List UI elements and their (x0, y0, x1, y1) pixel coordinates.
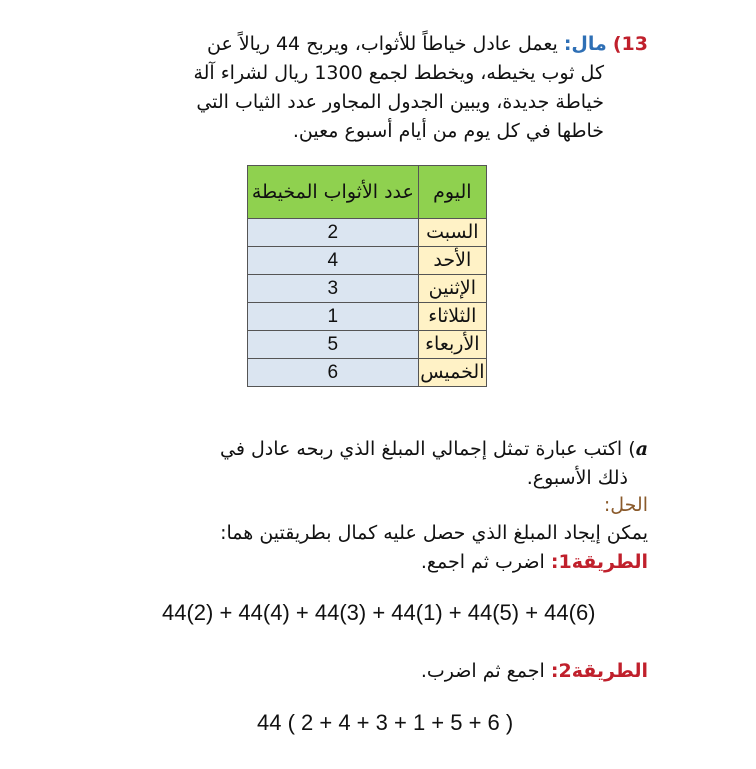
table-row (248, 359, 487, 387)
method-2-label: الطريقة2: (550, 660, 648, 682)
part-a-question: a) اكتب عبارة تمثل إجمالي المبلغ الذي ربحه عادل في ذلك الأسبوع. (88, 435, 648, 493)
question-line-3: خياطة جديدة، ويبين الجدول المجاور عدد الثياب التي (196, 91, 604, 113)
method-1-text: اضرب ثم اجمع. (420, 551, 551, 573)
part-a-line-2: ذلك الأسبوع. (526, 467, 628, 489)
expression-2: 44 ( 2 + 4 + 3 + 1 + 5 + 6 ) (257, 710, 514, 735)
count-cell: 3 (248, 275, 419, 303)
table-row (248, 275, 487, 303)
day-cell: الخميس (418, 359, 486, 387)
table-row (248, 303, 487, 331)
table-row (248, 219, 487, 247)
question-line-4: خاطها في كل يوم من أيام أسبوع معين. (292, 120, 604, 142)
solution-label: الحل: (603, 494, 648, 516)
method-2-text: اجمع ثم اضرب. (420, 660, 551, 682)
question-line-2: كل ثوب يخيطه، ويخطط لجمع 1300 ريال لشراء آلة (193, 62, 604, 84)
part-a-letter: a (635, 438, 648, 460)
table-row (248, 247, 487, 275)
header-count: عدد الأثواب المخيطة (248, 166, 419, 219)
header-day: اليوم (418, 166, 486, 219)
method-1-label: الطريقة1: (550, 551, 648, 573)
count-cell: 4 (248, 247, 419, 275)
day-cell: السبت (418, 219, 486, 247)
count-cell: 5 (248, 331, 419, 359)
day-cell: الإثنين (418, 275, 486, 303)
question-text (128, 30, 648, 146)
solution-intro: يمكن إيجاد المبلغ الذي حصل عليه كمال بطريقتين هما: (220, 522, 648, 544)
day-cell: الثلاثاء (418, 303, 486, 331)
part-a-line-1: اكتب عبارة تمثل إجمالي المبلغ الذي ربحه عادل في (220, 438, 623, 460)
question-label: مال: (563, 33, 607, 55)
count-cell: 2 (248, 219, 419, 247)
method-2 (421, 660, 648, 682)
method-1 (421, 551, 648, 573)
table-row (248, 331, 487, 359)
day-cell: الأحد (418, 247, 486, 275)
count-cell: 1 (248, 303, 419, 331)
count-cell: 6 (248, 359, 419, 387)
expression-1: 44(2) + 44(4) + 44(3) + 44(1) + 44(5) + 44(6) (162, 600, 596, 625)
day-cell: الأربعاء (418, 331, 486, 359)
question-line-1: يعمل عادل خياطاً للأثواب، ويربح 44 ريالاً عن (207, 33, 558, 55)
days-table (247, 165, 487, 387)
question-number: 13) (612, 33, 648, 55)
